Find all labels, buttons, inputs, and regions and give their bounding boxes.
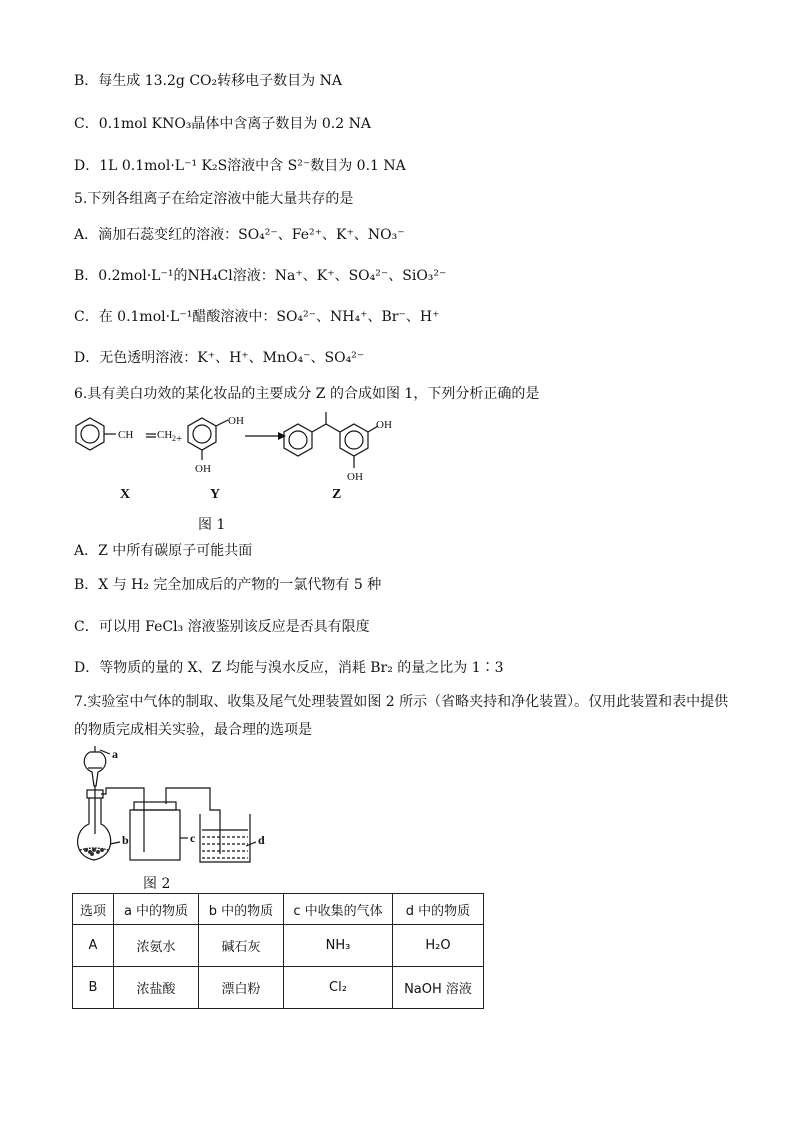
table-cell: 浓氨水 bbox=[114, 925, 199, 967]
z-oh-bottom-label: OH bbox=[347, 471, 363, 483]
q5-stem: 5.下列各组离子在给定溶液中能大量共存的是 bbox=[74, 191, 354, 207]
label-a: a bbox=[112, 747, 118, 761]
x-benzene-ring bbox=[76, 418, 104, 450]
z-oh-top-label: OH bbox=[376, 419, 392, 431]
q6-option-b: B．X 与 H₂ 完全加成后的产物的一氯代物有 5 种 bbox=[74, 577, 382, 593]
table-header: b 中的物质 bbox=[199, 894, 284, 925]
apparatus-figure bbox=[70, 742, 290, 872]
table-cell: 浓盐酸 bbox=[114, 967, 199, 1009]
plus-sign: + bbox=[176, 433, 183, 445]
q7-stem-line-1: 7.实验室中气体的制取、收集及尾气处理装置如图 2 所示（省略夹持和净化装置）。仅用此装置和表中提供 bbox=[74, 694, 729, 710]
beaker bbox=[200, 814, 250, 862]
x-ch2-label: CH bbox=[157, 429, 173, 441]
z-compound-label: Z bbox=[332, 487, 342, 502]
label-b: b bbox=[122, 833, 129, 847]
q4-option-b: B．每生成 13.2g CO₂转移电子数目为 NA bbox=[74, 73, 342, 89]
x-compound-label: X bbox=[120, 487, 131, 502]
q5-option-c: C．在 0.1mol·L⁻¹醋酸溶液中：SO₄²⁻、NH₄⁺、Br⁻、H⁺ bbox=[74, 309, 440, 325]
table-header: d 中的物质 bbox=[393, 894, 484, 925]
y-oh-bottom-label: OH bbox=[195, 463, 211, 475]
q5-option-b: B．0.2mol·L⁻¹的NH₄Cl溶液：Na⁺、K⁺、SO₄²⁻、SiO₃²⁻ bbox=[74, 268, 447, 284]
table-cell: H₂O bbox=[393, 925, 484, 967]
q7-stem-line-2: 的物质完成相关实验，最合理的选项是 bbox=[74, 722, 312, 738]
x-ch-label: CH bbox=[118, 429, 134, 441]
options-table bbox=[72, 893, 484, 1009]
table-cell: NaOH 溶液 bbox=[393, 967, 484, 1009]
table-cell: 碱石灰 bbox=[199, 925, 284, 967]
table-cell: A bbox=[73, 925, 114, 967]
figure-1-caption: 图 1 bbox=[198, 517, 226, 533]
separatory-funnel bbox=[84, 752, 106, 786]
table-row bbox=[73, 925, 484, 967]
table-header: 选项 bbox=[73, 894, 114, 925]
reaction-arrow-head bbox=[278, 432, 286, 440]
z-right-benzene-ring bbox=[340, 424, 368, 456]
table-cell: 漂白粉 bbox=[199, 967, 284, 1009]
table-header-row bbox=[73, 894, 484, 925]
q5-option-a: A．滴加石蕊变红的溶液：SO₄²⁻、Fe²⁺、K⁺、NO₃⁻ bbox=[74, 227, 405, 243]
q6-option-c: C．可以用 FeCl₃ 溶液鉴别该反应是否具有限度 bbox=[74, 619, 370, 635]
q6-option-a: A．Z 中所有碳原子可能共面 bbox=[74, 543, 253, 559]
table-cell: B bbox=[73, 967, 114, 1009]
figure-2-caption: 图 2 bbox=[143, 876, 171, 892]
table-header: a 中的物质 bbox=[114, 894, 199, 925]
table-header: c 中收集的气体 bbox=[284, 894, 393, 925]
q6-stem: 6.具有美白功效的某化妆品的主要成分 Z 的合成如图 1，下列分析正确的是 bbox=[74, 386, 540, 402]
y-benzene-ring bbox=[188, 418, 216, 450]
table-cell: Cl₂ bbox=[284, 967, 393, 1009]
q4-option-d: D．1L 0.1mol·L⁻¹ K₂S溶液中含 S²⁻数目为 0.1 NA bbox=[74, 158, 406, 174]
q5-option-d: D．无色透明溶液：K⁺、H⁺、MnO₄⁻、SO₄²⁻ bbox=[74, 350, 365, 366]
label-d: d bbox=[258, 833, 265, 847]
label-c: c bbox=[190, 831, 196, 845]
reaction-scheme-figure bbox=[70, 412, 490, 512]
q4-option-c: C．0.1mol KNO₃晶体中含离子数目为 0.2 NA bbox=[74, 116, 371, 132]
table-row bbox=[73, 967, 484, 1009]
y-compound-label: Y bbox=[210, 487, 221, 502]
y-oh-top-label: OH bbox=[228, 415, 244, 427]
table-cell: NH₃ bbox=[284, 925, 393, 967]
z-left-benzene-ring bbox=[284, 424, 312, 456]
x-ch2-subscript: 2 bbox=[172, 434, 176, 443]
gas-collecting-bottle bbox=[130, 810, 180, 860]
q6-option-d: D．等物质的量的 X、Z 均能与溴水反应，消耗 Br₂ 的量之比为 1∶3 bbox=[74, 660, 504, 676]
